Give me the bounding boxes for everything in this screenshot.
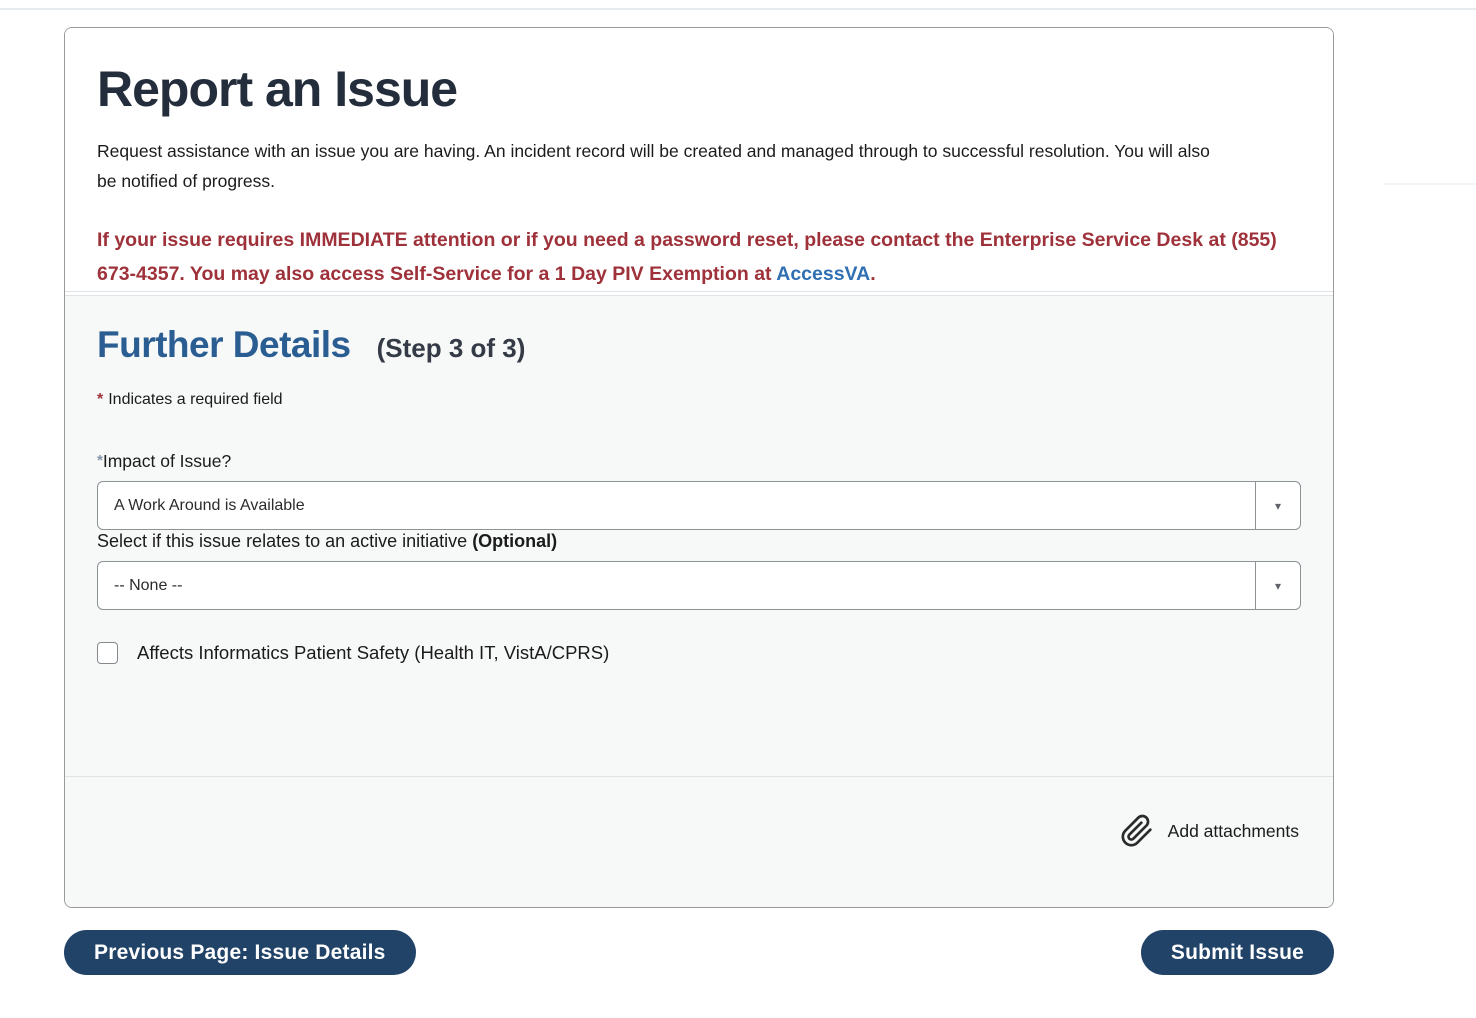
initiative-label-text: Select if this issue relates to an active initiative [97,531,473,551]
accessva-link[interactable]: AccessVA [776,263,871,285]
required-field-note [97,390,1301,410]
card-footer [65,776,1333,907]
add-attachments-button[interactable] [1120,811,1299,851]
patient-safety-row[interactable] [97,642,1301,664]
paperclip-icon [1120,814,1154,848]
submit-issue-button[interactable]: Submit Issue [1141,930,1334,975]
urgent-notice-period: . [870,263,876,285]
initiative-optional-text: (Optional) [472,531,558,551]
page-title: Report an Issue [97,61,458,117]
impact-label [97,450,1301,472]
section-title-row [97,324,1301,366]
patient-safety-checkbox[interactable] [97,642,118,664]
report-issue-card [64,27,1334,908]
impact-label-text: Impact of Issue? [102,451,232,471]
section-title: Further Details [97,324,351,365]
urgent-notice-text: If your issue requires IMMEDIATE attention or if you need a password reset, please contact the Enterprise Service Desk at (855) 673-4357. You may also access Self-Service for a 1 Day PIV Exemption at [97,229,1277,285]
required-note-text: Indicates a required field [108,391,283,408]
initiative-label [97,531,557,551]
page-top-divider [0,8,1476,10]
add-attachments-label: Add attachments [1167,820,1299,841]
chevron-down-icon[interactable]: ▾ [1255,562,1300,609]
initiative-select[interactable] [97,561,1301,610]
page-actions [64,930,1334,975]
intro-text: Request assistance with an issue you are having. An incident record will be created and managed through to successful resolution. You will also be notified of progress. [97,141,1210,191]
background-rule-fragment [1383,183,1476,185]
step-indicator: (Step 3 of 3) [376,333,526,363]
required-asterisk: * [97,391,104,408]
patient-safety-label: Affects Informatics Patient Safety (Health IT, VistA/CPRS) [137,642,610,663]
chevron-down-icon[interactable]: ▾ [1255,482,1300,529]
impact-required-asterisk: * [97,452,103,469]
card-body [65,296,1333,776]
urgent-notice [97,223,1301,291]
impact-select[interactable] [97,481,1301,530]
previous-page-button[interactable]: Previous Page: Issue Details [64,930,416,975]
initiative-select-value: -- None -- [114,576,183,594]
card-header [65,28,1333,291]
impact-select-value: A Work Around is Available [114,496,305,514]
